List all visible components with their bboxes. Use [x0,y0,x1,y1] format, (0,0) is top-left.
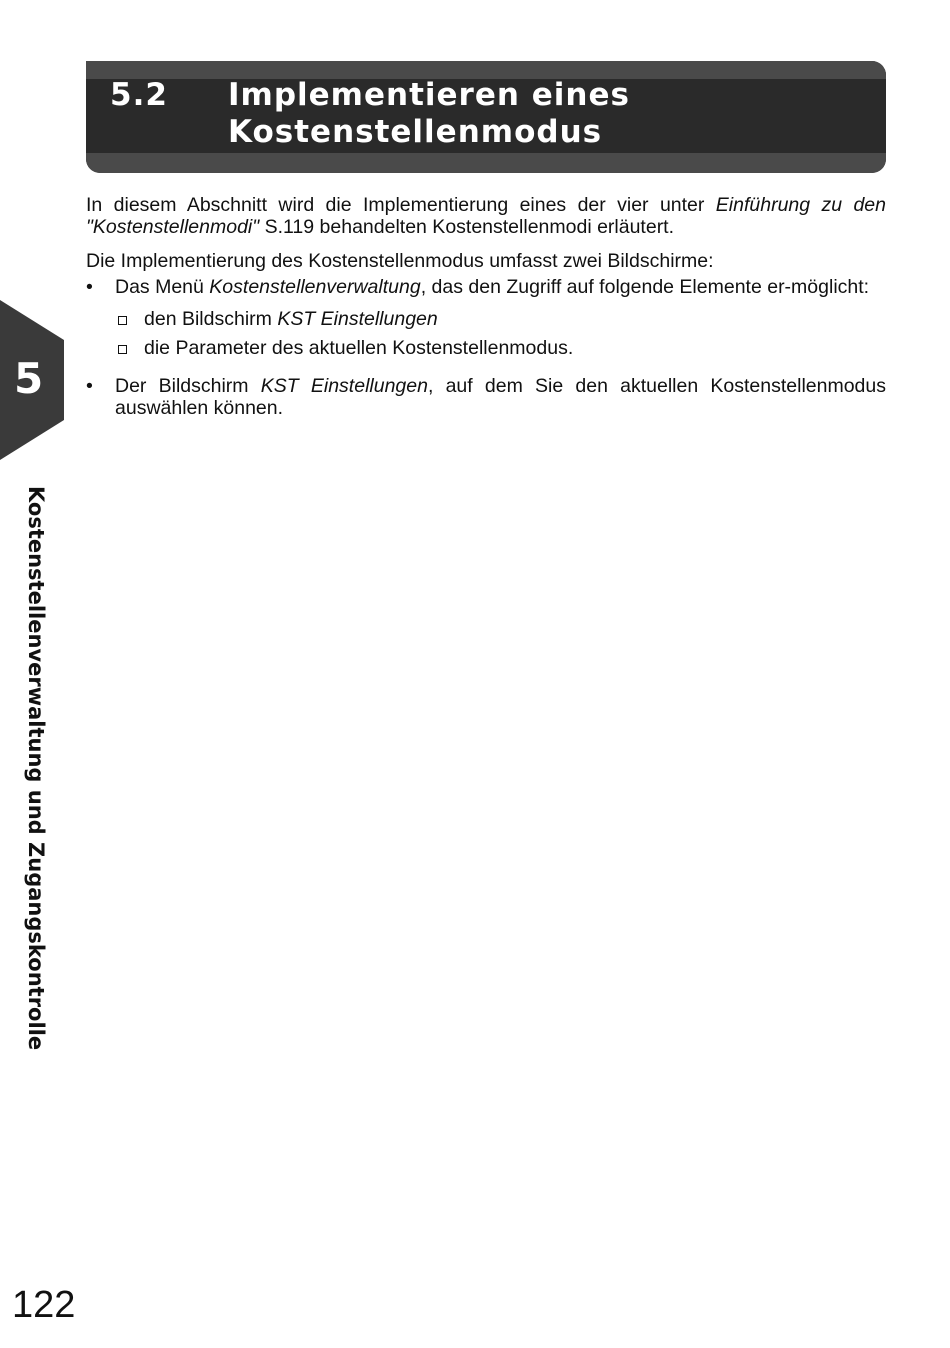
sub-item-parameters [115,337,886,359]
bullet-emphasis: KST Einstellungen [260,375,428,397]
bullet-item-screen [86,375,886,419]
chapter-tab-number: 5 [14,354,44,403]
square-bullet-icon [118,345,127,354]
section-title [228,77,848,151]
bullet-icon: • [86,375,93,397]
section-header [86,61,886,173]
sub-item-text: die Parameter des aktuellen Kostenstellenmodus. [144,337,574,359]
bullet-text: Das Menü [115,276,210,298]
section-title-line-2: Kostenstellenmodus [228,114,603,150]
bullet-icon: • [86,276,93,298]
section-number: 5.2 [110,77,168,113]
bullet-list [86,276,886,419]
main-content [86,194,886,435]
intro-text: In diesem Abschnitt wird die Implementierung eines der vier unter [86,194,716,216]
sub-item-text: den Bildschirm [144,308,278,330]
bullet-text: Der Bildschirm [115,375,261,397]
lead-paragraph: Die Implementierung des Kostenstellenmodus umfasst zwei Bildschirme: [86,250,714,272]
section-title-line-1: Implementieren eines [228,77,630,113]
square-bullet-icon [118,316,127,325]
bullet-item-menu [86,276,886,359]
intro-text-end: S.119 behandelten Kostenstellenmodi erläutert. [259,216,675,238]
sub-item-emphasis: KST Einstellungen [277,308,438,330]
bullet-text-end: , auf dem Sie den aktuellen Kostenstellenmodus auswählen können. [115,375,886,419]
cross-reference-link[interactable]: Einführung zu den "Kostenstellenmodi" [86,194,886,238]
header-bottom-band [86,153,886,173]
chapter-side-label: Kostenstellenverwaltung und Zugangskontrolle [24,486,48,1051]
intro-paragraph [86,194,886,238]
sub-item-kst-screen [115,308,886,330]
bullet-emphasis: Kostenstellenverwaltung [209,276,421,298]
sub-bullet-list [115,308,886,359]
bullet-text-end: , das den Zugriff auf folgende Elemente er-möglicht: [420,276,870,298]
page-number: 122 [12,1284,76,1326]
